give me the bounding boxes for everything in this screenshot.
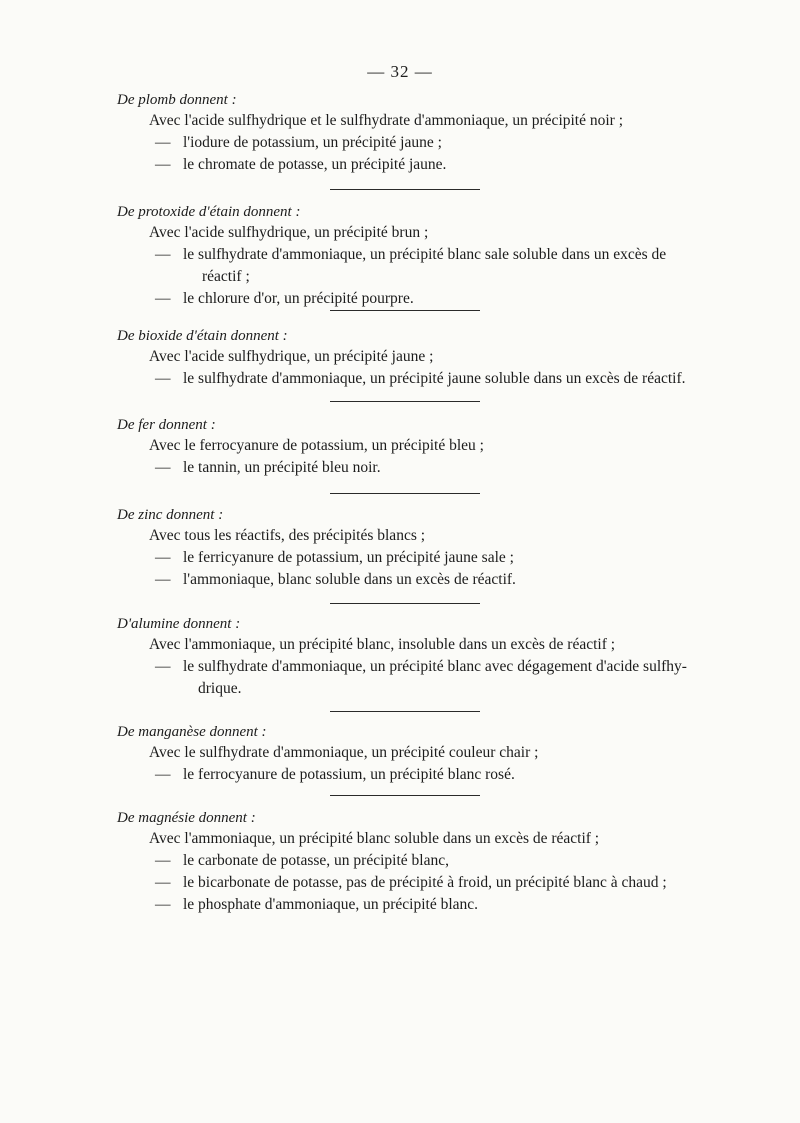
- text-line: Avec le sulfhydrate d'ammoniaque, un précipité couleur chair ;: [149, 744, 539, 761]
- dash: —: [155, 246, 171, 263]
- section-plomb: [117, 90, 717, 176]
- line-text: l'ammoniaque, blanc soluble dans un excès de réactif.: [183, 571, 516, 588]
- text-line: Avec l'acide sulfhydrique, un précipité brun ;: [149, 224, 429, 241]
- section-divider: [330, 603, 480, 604]
- section-fer: [117, 415, 717, 479]
- page-number: — 32 —: [367, 62, 433, 81]
- text-line: [117, 872, 717, 894]
- section-divider: [330, 493, 480, 494]
- text-line: Avec le ferrocyanure de potassium, un précipité bleu ;: [149, 437, 484, 454]
- section-heading: De bioxide d'étain donnent :: [117, 328, 288, 344]
- line-text: le ferricyanure de potassium, un précipité jaune sale ;: [183, 549, 514, 566]
- text-line: [117, 244, 717, 266]
- text-line: [117, 547, 717, 569]
- text-line: [117, 850, 717, 872]
- section-protoxide-etain: [117, 202, 717, 310]
- dash: —: [155, 459, 171, 476]
- dash: —: [155, 658, 171, 675]
- line-text: le chlorure d'or, un précipité pourpre.: [183, 290, 414, 307]
- line-text: le bicarbonate de potasse, pas de précipité à froid, un précipité blanc à chaud ;: [183, 874, 667, 891]
- section-divider: [330, 401, 480, 402]
- section-manganese: [117, 722, 717, 786]
- text-line: Avec l'ammoniaque, un précipité blanc, insoluble dans un excès de réactif ;: [149, 636, 616, 653]
- section-heading: De protoxide d'étain donnent :: [117, 204, 301, 220]
- dash: —: [155, 549, 171, 566]
- line-text: le chromate de potasse, un précipité jaune.: [183, 156, 447, 173]
- section-heading: De plomb donnent :: [117, 92, 237, 108]
- text-line: Avec l'acide sulfhydrique et le sulfhydrate d'ammoniaque, un précipité noir ;: [149, 112, 624, 129]
- dash: —: [155, 370, 171, 387]
- section-bioxide-etain: [117, 326, 717, 390]
- section-divider: [330, 795, 480, 796]
- dash: —: [155, 896, 171, 913]
- text-line: [117, 894, 717, 916]
- text-line: [117, 368, 717, 390]
- text-line: [117, 457, 717, 479]
- dash: —: [155, 766, 171, 783]
- section-magnesie: [117, 808, 717, 916]
- line-text: le sulfhydrate d'ammoniaque, un précipité blanc avec dégagement d'acide sulfhy-: [183, 658, 687, 675]
- section-divider: [330, 189, 480, 190]
- line-text: le phosphate d'ammoniaque, un précipité blanc.: [183, 896, 479, 913]
- section-zinc: [117, 505, 717, 591]
- line-text: le tannin, un précipité bleu noir.: [183, 459, 381, 476]
- section-heading: De zinc donnent :: [117, 507, 224, 523]
- text-line: Avec tous les réactifs, des précipités blancs ;: [149, 527, 426, 544]
- text-line: [117, 656, 717, 678]
- dash: —: [155, 874, 171, 891]
- section-divider: [330, 310, 480, 311]
- text-line: Avec l'acide sulfhydrique, un précipité jaune ;: [149, 348, 434, 365]
- text-line: [117, 154, 717, 176]
- text-line: réactif ;: [202, 268, 250, 285]
- text-line: [117, 288, 717, 310]
- section-alumine: [117, 614, 717, 700]
- text-line: [117, 569, 717, 591]
- section-heading: De manganèse donnent :: [117, 724, 267, 740]
- text-line: [117, 764, 717, 786]
- text-line: [117, 132, 717, 154]
- section-heading: De magnésie donnent :: [117, 810, 256, 826]
- dash: —: [155, 156, 171, 173]
- dash: —: [155, 852, 171, 869]
- line-text: le carbonate de potasse, un précipité blanc,: [183, 852, 449, 869]
- section-heading: De fer donnent :: [117, 417, 216, 433]
- text-line: Avec l'ammoniaque, un précipité blanc soluble dans un excès de réactif ;: [149, 830, 600, 847]
- section-divider: [330, 711, 480, 712]
- section-heading: D'alumine donnent :: [117, 616, 241, 632]
- line-text: le sulfhydrate d'ammoniaque, un précipité jaune soluble dans un excès de réactif.: [183, 370, 686, 387]
- line-text: le sulfhydrate d'ammoniaque, un précipité blanc sale soluble dans un excès de: [183, 246, 667, 263]
- dash: —: [155, 571, 171, 588]
- line-text: le ferrocyanure de potassium, un précipité blanc rosé.: [183, 766, 515, 783]
- dash: —: [155, 290, 171, 307]
- dash: —: [155, 134, 171, 151]
- text-line: drique.: [198, 680, 242, 697]
- line-text: l'iodure de potassium, un précipité jaune ;: [183, 134, 442, 151]
